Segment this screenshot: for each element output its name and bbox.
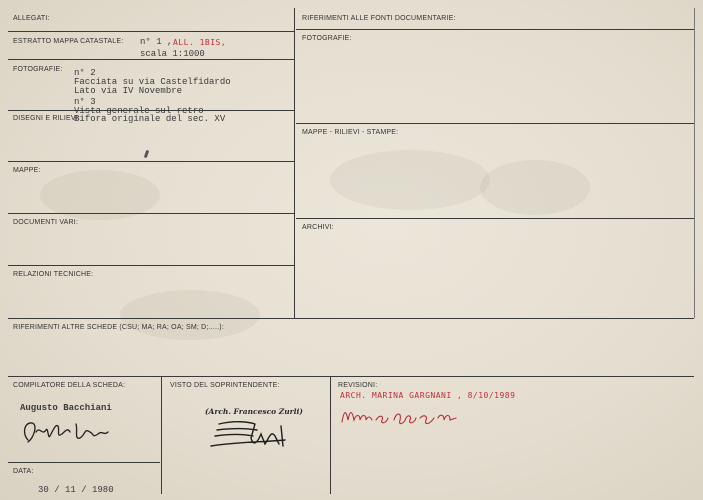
- rule-line: [296, 123, 694, 124]
- visto-soprintendente-label: VISTO DEL SOPRINTENDENTE:: [170, 382, 280, 389]
- riferimenti-altre-schede-label: RIFERIMENTI ALTRE SCHEDE (CSU; MA; RA; OA; SM; D;.....):: [13, 324, 224, 331]
- paper-smudge: [330, 150, 490, 210]
- column-divider: [294, 8, 295, 318]
- fotografie-label: FOTOGRAFIE:: [13, 66, 63, 73]
- rule-line: [8, 161, 294, 162]
- rule-line: [8, 213, 294, 214]
- rule-line: [8, 376, 694, 377]
- rule-line: [8, 462, 160, 463]
- paper-smudge: [120, 290, 260, 340]
- column-divider: [161, 376, 162, 494]
- fotografie-line: n° 2: [74, 68, 96, 78]
- fotografie-line: Vista generale sul retro: [74, 106, 204, 116]
- soprintendente-signature: [205, 416, 325, 452]
- rule-line: [8, 31, 294, 32]
- estratto-red-annotation: ALL. 1BIS,: [173, 38, 227, 47]
- documenti-vari-label: DOCUMENTI VARI:: [13, 219, 79, 226]
- column-divider: [330, 376, 331, 494]
- paper-smudge: [480, 160, 590, 215]
- revisioni-red-annotation: ARCH. MARINA GARGNANI , 8/10/1989: [340, 391, 516, 400]
- data-label: DATA:: [13, 468, 34, 475]
- data-value: 30 / 11 / 1980: [38, 485, 114, 495]
- disegni-value: Bifora originale del sec. XV: [74, 114, 226, 124]
- disegni-rilievi-label: DISEGNI E RILIEVI:: [13, 115, 81, 122]
- fotografie-line: Facciata su via Castelfidardo: [74, 77, 231, 87]
- rule-line: [296, 29, 694, 30]
- rule-line: [8, 59, 294, 60]
- rule-line: [8, 318, 694, 319]
- mappe-rilievi-stampe-label: MAPPE - RILIEVI - STAMPE:: [302, 129, 399, 136]
- allegati-label: ALLEGATI:: [13, 15, 50, 22]
- compilatore-label: COMPILATORE DELLA SCHEDA:: [13, 382, 126, 389]
- rule-line: [8, 265, 294, 266]
- revisioni-label: REVISIONI:: [338, 382, 378, 389]
- estratto-scale: scala 1:1000: [140, 49, 205, 59]
- rule-line: [296, 218, 694, 219]
- soprintendente-stamp: (Arch. Francesco Zurli): [205, 407, 303, 416]
- fotografie-fonti-label: FOTOGRAFIE:: [302, 35, 352, 42]
- fotografie-line: Lato via IV Novembre: [74, 86, 183, 96]
- fotografie-line: n° 3: [74, 97, 96, 107]
- compilatore-signature: [18, 414, 128, 448]
- mappe-label: MAPPE:: [13, 167, 41, 174]
- column-divider: [694, 8, 695, 318]
- estratto-number: n° 1 ,: [140, 37, 173, 47]
- archivi-label: ARCHIVI:: [302, 224, 334, 231]
- riferimenti-fonti-label: RIFERIMENTI ALLE FONTI DOCUMENTARIE:: [302, 15, 456, 22]
- revisioni-signature: [338, 402, 488, 428]
- compilatore-name: Augusto Bacchiani: [20, 403, 112, 413]
- estratto-mappa-label: ESTRATTO MAPPA CATASTALE:: [13, 38, 124, 45]
- ink-mark: [144, 150, 150, 159]
- relazioni-tecniche-label: RELAZIONI TECNICHE:: [13, 271, 94, 278]
